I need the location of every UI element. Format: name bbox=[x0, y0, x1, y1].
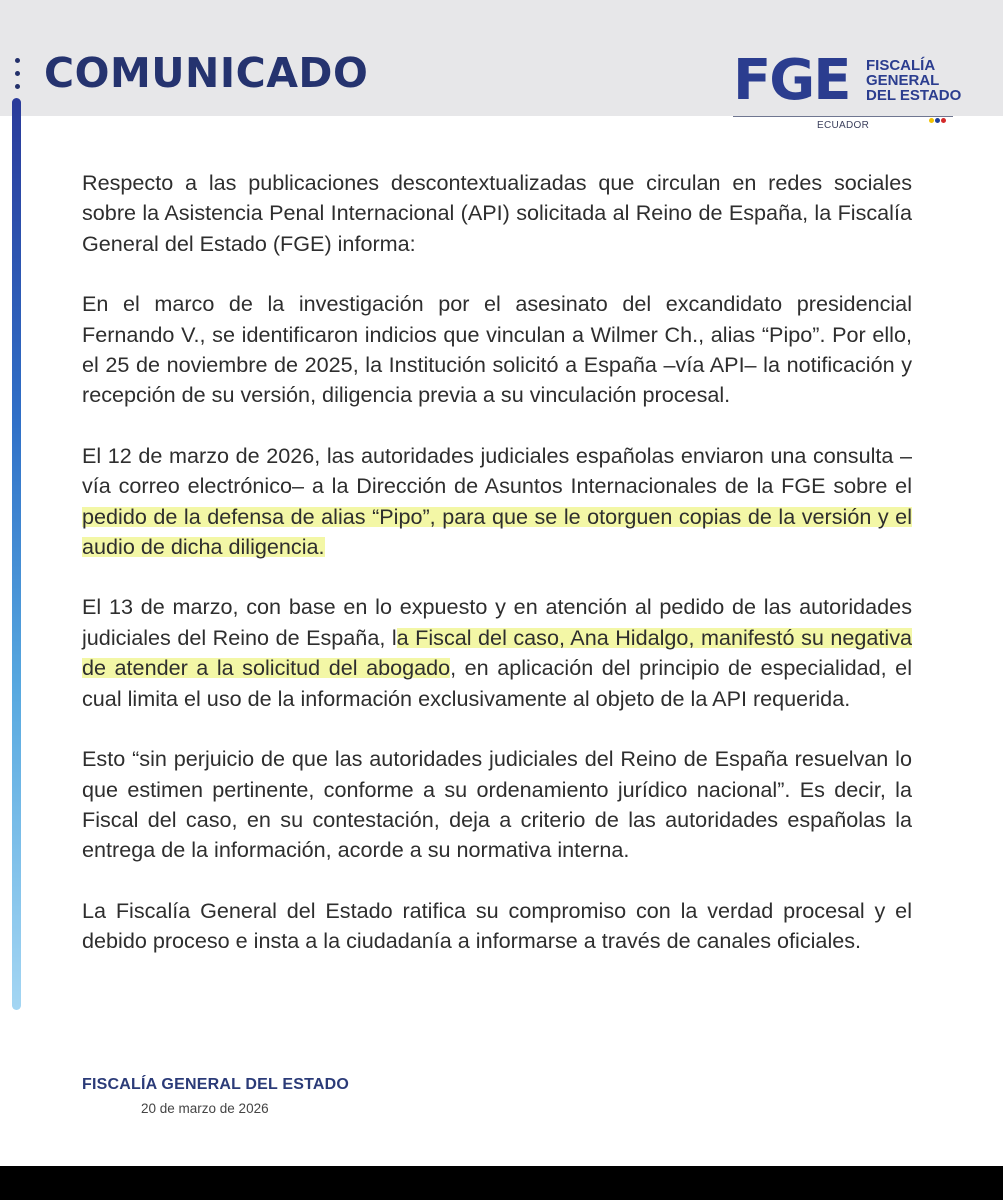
communique-body bbox=[82, 168, 912, 987]
paragraph-quote: Esto “sin perjuicio de que las autoridades judiciales del Reino de España resuelvan lo que estimen pertinente, conforme a su ordenamiento jurídico nacional”. Es decir, la Fiscal del caso, en su contestación, deja a criterio de las autoridades españolas la entrega de la información, acorde a su normativa interna. bbox=[82, 746, 912, 863]
fge-logo bbox=[733, 48, 963, 138]
text-segment: , en aplicación del principio de especialidad, el cual limita el uso de la información exclusivamente al objeto de la API requerida. bbox=[82, 655, 912, 711]
text-segment: El 12 de marzo de 2026, las autoridades judiciales españolas enviaron una consulta –vía correo electrónico– a la Dirección de Asuntos Internacionales de la FGE sobre el bbox=[82, 442, 912, 499]
logo-divider bbox=[733, 116, 953, 117]
flag-dot-blue bbox=[935, 118, 940, 123]
flag-dot-red bbox=[941, 118, 946, 123]
title-dots-icon bbox=[14, 58, 22, 94]
logo-word: GENERAL bbox=[866, 72, 940, 89]
highlighted-text: pedido de la defensa de alias “Pipo”, para que se le otorguen copias de la versión y el audio de dicha diligencia. bbox=[82, 503, 912, 560]
side-accent-bar bbox=[12, 98, 21, 1010]
logo-words bbox=[866, 58, 961, 103]
highlighted-text: a Fiscal del caso, Ana Hidalgo, manifestó su negativa de atender a la solicitud del abogado bbox=[82, 624, 913, 681]
paragraph-consultation bbox=[82, 441, 912, 563]
logo-word: DEL ESTADO bbox=[866, 87, 962, 104]
paragraph-intro: Respecto a las publicaciones descontextualizadas que circulan en redes sociales sobre la Asistencia Penal Internacional (API) solicitada al Reino de España, la Fiscalía General del Estado (FGE) informa: bbox=[82, 170, 912, 256]
footer-date: 20 de marzo de 2026 bbox=[141, 1101, 269, 1116]
paragraph-closing: La Fiscalía General del Estado ratifica su compromiso con la verdad procesal y el debido proceso e insta a la ciudadanía a informarse a través de canales oficiales. bbox=[82, 897, 912, 954]
paragraph-response bbox=[82, 592, 912, 714]
text-segment: El 13 de marzo, con base en lo expuesto y en atención al pedido de las autoridades judiciales del Reino de España, l bbox=[82, 594, 912, 650]
logo-country: ECUADOR bbox=[817, 120, 870, 131]
paragraph-background: En el marco de la investigación por el asesinato del excandidato presidencial Fernando V., se identificaron indicios que vinculan a Wilmer Ch., alias “Pipo”. Por ello, el 25 de noviembre de 2025, la Institución solicitó a España –vía API– la notificación y recepción de su versión, diligencia previa a su vinculación procesal. bbox=[82, 291, 912, 408]
bottom-black-bar bbox=[0, 1166, 1003, 1200]
page-title: COMUNICADO bbox=[44, 49, 369, 97]
flag-dot-yellow bbox=[929, 118, 934, 123]
footer-organization: FISCALÍA GENERAL DEL ESTADO bbox=[82, 1076, 350, 1093]
logo-word: FISCALÍA bbox=[866, 57, 936, 74]
logo-mark: FGE bbox=[733, 48, 850, 113]
